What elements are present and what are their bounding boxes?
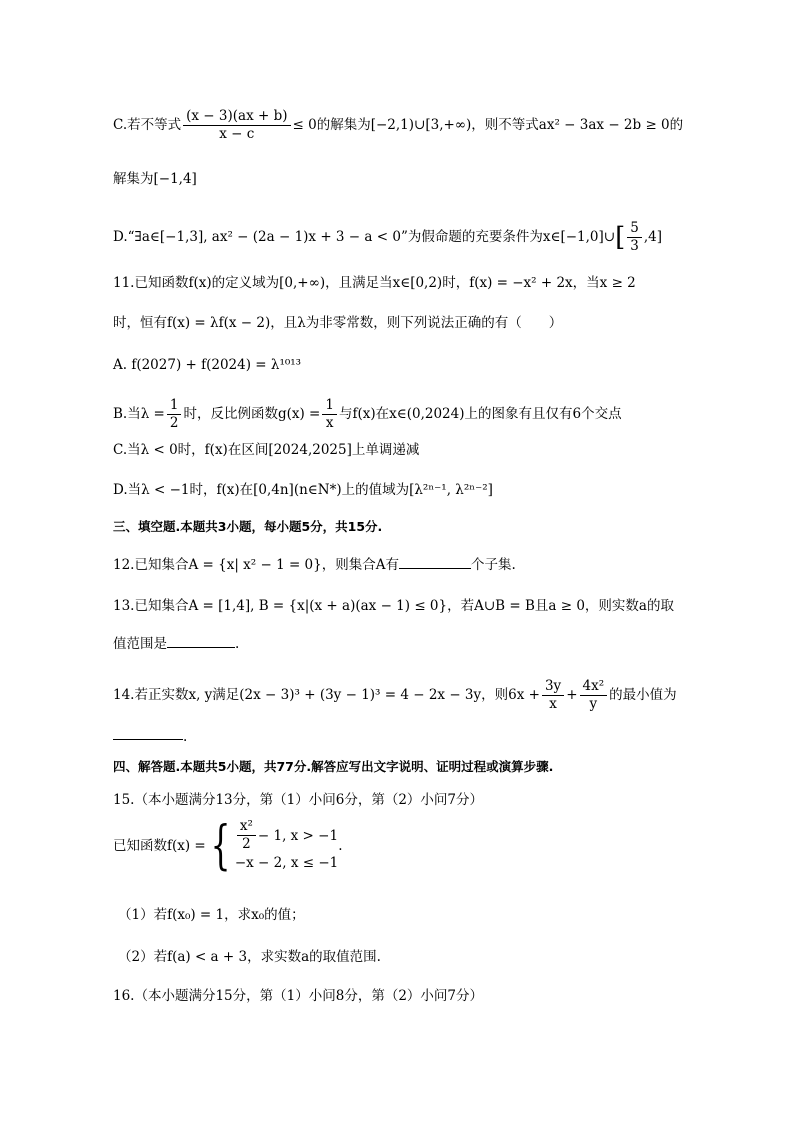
- fraction-numerator: 1: [322, 397, 337, 415]
- fraction-denominator: x: [325, 415, 334, 431]
- brace-icon: {: [210, 815, 231, 876]
- q13-line2-pre: 值范围是: [113, 636, 167, 652]
- q11-option-b-post: 与f(x)在x∈(0,2024)上的图象有且仅有6个交点: [338, 406, 622, 422]
- fraction-denominator: x: [549, 696, 557, 712]
- q11-line1: 11.已知函数f(x)的定义域为[0,+∞)，且满足当x∈[0,2)时，f(x) = −x² + 2x，当x ≥ 2: [113, 275, 636, 291]
- fraction-numerator: x²: [237, 818, 256, 836]
- q15-case1: [235, 818, 338, 853]
- q15-cases: [235, 818, 338, 873]
- option-d-fraction: [627, 220, 642, 255]
- fraction-numerator: 5: [627, 220, 642, 238]
- q15-case1-tail: − 1, x > −1: [257, 827, 339, 844]
- q14-pre: 14.若正实数x, y满足(2x − 3)³ + (3y − 1)³ = 4 − 2x − 3y，则6x +: [113, 687, 540, 703]
- q11-option-b: [113, 397, 622, 432]
- q11-option-b-mid: 时，反比例函数g(x) =: [183, 406, 321, 422]
- q11-option-b-pre: B.当λ =: [113, 406, 165, 422]
- q11-option-d: D.当λ < −1时，f(x)在[0,4n](n∈N*)上的值域为[λ²ⁿ⁻¹, λ²ⁿ⁻²]: [113, 482, 493, 498]
- q14-answer-blank[interactable]: [113, 739, 183, 740]
- q15-piecewise: [113, 815, 343, 876]
- fraction-denominator: y: [589, 696, 598, 712]
- q16-header: 16.（本小题满分15分，第（1）小问8分，第（2）小问7分）: [113, 988, 484, 1004]
- q15-case2: −x − 2, x ≤ −1: [234, 855, 339, 871]
- option-c-line2: 解集为[−1,4]: [113, 171, 197, 187]
- q15-def-end: .: [338, 837, 343, 854]
- option-c-suffix: ≤ 0的解集为[−2,1)∪[3,+∞)，则不等式ax² − 3ax − 2b ≥ 0的: [292, 117, 684, 133]
- q12-post: 个子集.: [471, 557, 516, 573]
- q15-part1: （1）若f(x₀) = 1，求x₀的值；: [118, 907, 305, 923]
- q12-answer-blank[interactable]: [399, 554, 471, 569]
- q14-line1: [113, 678, 677, 713]
- fraction-numerator: 4x²: [580, 678, 608, 696]
- q12-pre: 12.已知集合A = {x| x² − 1 = 0}，则集合A有: [113, 557, 399, 573]
- q11-option-b-fraction1: [167, 397, 182, 432]
- q11-option-b-fraction2: [322, 397, 337, 432]
- fraction-denominator: x − c: [219, 126, 255, 142]
- q15-def-pre: 已知函数f(x) =: [113, 837, 206, 854]
- q12: [113, 554, 516, 575]
- option-c-line1: [113, 108, 683, 143]
- fraction-numerator: (x − 3)(ax + b): [183, 108, 290, 126]
- section4-heading: 四、解答题.本题共5小题，共77分.解答应写出文字说明、证明过程或演算步骤.: [113, 759, 554, 774]
- q14-fraction2: [580, 678, 608, 713]
- q14-fraction1: [542, 678, 564, 713]
- fraction-numerator: 3y: [542, 678, 564, 696]
- fraction-denominator: 3: [630, 238, 639, 254]
- q15-part2: （2）若f(a) < a + 3，求实数a的取值范围.: [118, 949, 381, 965]
- q15-header: 15.（本小题满分13分，第（1）小问6分，第（2）小问7分）: [113, 792, 484, 808]
- fraction-denominator: 2: [169, 415, 179, 431]
- q15-definition: [113, 815, 343, 876]
- option-d-bracket: [: [615, 222, 626, 253]
- q13-line2: [113, 633, 239, 654]
- q13-answer-blank[interactable]: [167, 633, 235, 648]
- fraction-numerator: 1: [167, 397, 182, 415]
- q15-case1-fraction: [237, 818, 256, 853]
- q11-option-a: A. f(2027) + f(2024) = λ¹⁰¹³: [113, 357, 302, 373]
- option-d-text: D.“∃a∈[−1,3], ax² − (2a − 1)x + 3 − a < 0”为假命题的充要条件为x∈[−1,0]∪: [113, 229, 616, 245]
- option-d-tail: ,4]: [643, 229, 662, 245]
- fraction-denominator: 2: [242, 836, 251, 852]
- section3-heading: 三、填空题.本题共3小题，每小题5分，共15分.: [113, 519, 383, 534]
- q14-end: .: [183, 729, 188, 745]
- q14-post: 的最小值为: [609, 687, 677, 703]
- q14-plus: +: [566, 687, 578, 703]
- q11-line2: 时，恒有f(x) = λf(x − 2)，且λ为非零常数，则下列说法正确的有（ ）: [113, 315, 563, 331]
- option-c-fraction: [183, 108, 290, 143]
- q13-line1: 13.已知集合A = [1,4], B = {x|(x + a)(ax − 1) ≤ 0}，若A∪B = B且a ≥ 0，则实数a的取: [113, 598, 674, 614]
- option-c-prefix: C.若不等式: [113, 117, 182, 133]
- option-d: [113, 220, 662, 255]
- q13-line2-post: .: [235, 636, 240, 652]
- q11-option-c: C.当λ < 0时，f(x)在区间[2024,2025]上单调递减: [113, 442, 420, 458]
